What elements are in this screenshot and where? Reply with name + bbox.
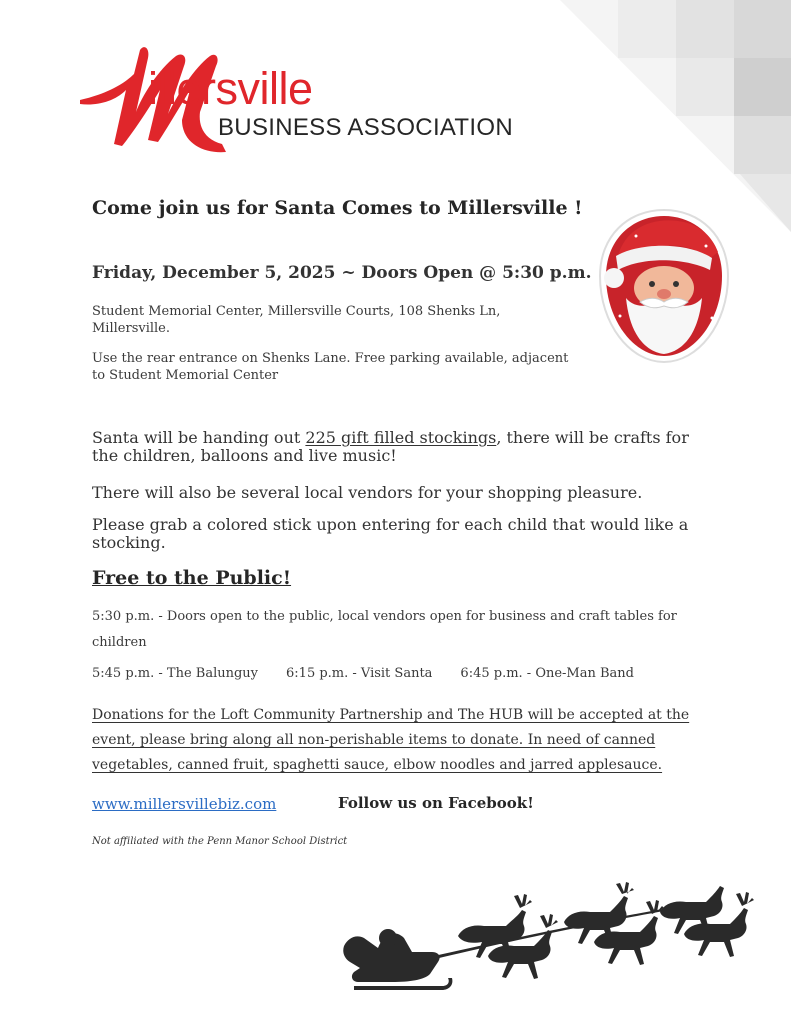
entrance-note: Use the rear entrance on Shenks Lane. Free parking available, adjacent to Student Memorial Center [92, 351, 569, 383]
paragraph-vendors: There will also be several local vendors for your shopping pleasure. [92, 483, 643, 502]
sleigh-reindeer-silhouette-icon [338, 882, 754, 992]
donations-note: Donations for the Loft Community Partnership and The HUB will be accepted at the event, please bring along all non-perishable items to donate. In need of canned vegetables, canned fruit, spaghetti sauce, elbow noodles and jarred applesauce. [92, 707, 690, 773]
website-link[interactable]: www.millersvillebiz.com [92, 795, 277, 813]
disclaimer: Not affiliated with the Penn Manor School District [92, 836, 348, 847]
stockings-highlight: 225 gift filled stockings [305, 428, 497, 447]
page-headline: Come join us for Santa Comes to Millersville ! [92, 197, 583, 219]
paragraph-colored-stick: Please grab a colored stick upon entering for each child that would like a stocking. [92, 515, 689, 552]
logo-subtitle: BUSINESS ASSOCIATION [218, 114, 513, 141]
schedule-item: 5:45 p.m. - The Balunguy [92, 666, 259, 681]
free-to-public-heading: Free to the Public! [92, 567, 292, 589]
event-date: Friday, December 5, 2025 ~ Doors Open @ 5:30 p.m. [92, 263, 592, 283]
logo-wordmark: illersville [148, 63, 313, 114]
event-location: Student Memorial Center, Millersville Courts, 108 Shenks Ln, Millersville. [92, 304, 501, 336]
schedule-row [92, 666, 662, 681]
facebook-callout: Follow us on Facebook! [338, 794, 534, 812]
santa-face-icon [596, 206, 732, 366]
schedule-item: 6:15 p.m. - Visit Santa [286, 666, 433, 681]
p1-post: , there will be crafts for the children, balloons and live music! [92, 428, 689, 465]
p1-pre: Santa will be handing out [92, 428, 306, 447]
paragraph-stockings [92, 429, 712, 465]
schedule-first-item: 5:30 p.m. - Doors open to the public, local vendors open for business and craft tables for children [92, 609, 677, 650]
schedule-item: 6:45 p.m. - One-Man Band [460, 666, 634, 681]
